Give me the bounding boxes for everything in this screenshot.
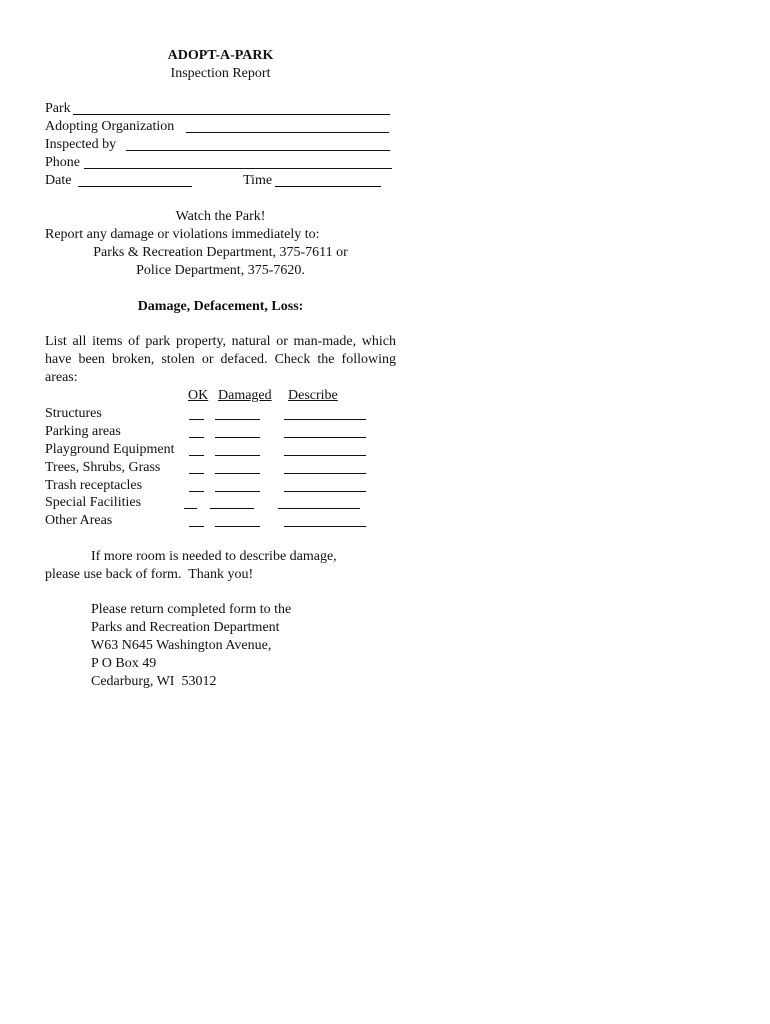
damaged-blank[interactable]: [215, 491, 260, 492]
park-label: Park: [45, 101, 71, 116]
report-damage-text: Report any damage or violations immediately to:: [45, 227, 320, 242]
damaged-blank[interactable]: [215, 526, 260, 527]
ok-blank[interactable]: [189, 473, 204, 474]
damaged-blank[interactable]: [215, 419, 260, 420]
police-dept-phone: Police Department, 375-7620.: [136, 263, 305, 278]
adopting-organization-label: Adopting Organization: [45, 119, 175, 134]
describe-blank[interactable]: [284, 455, 366, 456]
time-label: Time: [243, 173, 273, 188]
ok-blank[interactable]: [189, 455, 204, 456]
damage-instructions: List all items of park property, natural or man-made, which have been broken, stolen or defaced. Check the following areas:: [45, 334, 396, 385]
ok-blank[interactable]: [189, 491, 204, 492]
describe-blank[interactable]: [284, 437, 366, 438]
area-label-special-facilities: Special Facilities: [45, 495, 142, 510]
ok-blank[interactable]: [189, 419, 204, 420]
describe-column-header: Describe: [288, 388, 338, 403]
damaged-blank[interactable]: [215, 455, 260, 456]
ok-column-header: OK: [188, 388, 209, 403]
park-line: [73, 114, 390, 115]
describe-blank[interactable]: [284, 473, 366, 474]
adopting-organization-line: [186, 132, 389, 133]
return-city-state-zip: Cedarburg, WI 53012: [91, 674, 217, 689]
damaged-blank[interactable]: [215, 437, 260, 438]
more-room-text-line2: please use back of form. Thank you!: [45, 567, 254, 582]
phone-line: [84, 168, 392, 169]
parks-dept-phone: Parks & Recreation Department, 375-7611 or: [93, 245, 348, 260]
return-instructions-line1: Please return completed form to the: [91, 602, 292, 617]
area-label-playground: Playground Equipment: [45, 442, 175, 457]
inspected-by-label: Inspected by: [45, 137, 117, 152]
ok-blank[interactable]: [189, 526, 204, 527]
describe-blank[interactable]: [284, 419, 366, 420]
describe-blank[interactable]: [284, 526, 366, 527]
return-street-address: W63 N645 Washington Avenue,: [91, 638, 272, 653]
area-label-trees: Trees, Shrubs, Grass: [45, 460, 161, 475]
inspected-by-line: [126, 150, 390, 151]
return-po-box: P O Box 49: [91, 656, 157, 671]
describe-blank[interactable]: [284, 491, 366, 492]
date-line: [78, 186, 192, 187]
return-department: Parks and Recreation Department: [91, 620, 280, 635]
area-label-other: Other Areas: [45, 513, 113, 528]
ok-blank[interactable]: [189, 437, 204, 438]
damaged-column-header: Damaged: [218, 388, 272, 403]
area-label-trash: Trash receptacles: [45, 478, 143, 493]
form-title: ADOPT-A-PARK: [167, 48, 274, 63]
time-line: [275, 186, 381, 187]
more-room-text-line1: If more room is needed to describe damage,: [91, 549, 337, 564]
area-label-structures: Structures: [45, 406, 102, 421]
date-label: Date: [45, 173, 72, 188]
form-subtitle: Inspection Report: [170, 66, 271, 81]
describe-blank[interactable]: [278, 508, 360, 509]
damaged-blank[interactable]: [215, 473, 260, 474]
phone-label: Phone: [45, 155, 80, 170]
watch-park-text: Watch the Park!: [175, 209, 266, 224]
damage-section-heading: Damage, Defacement, Loss:: [137, 299, 304, 314]
damaged-blank[interactable]: [210, 508, 254, 509]
ok-blank[interactable]: [184, 508, 197, 509]
area-label-parking: Parking areas: [45, 424, 121, 439]
